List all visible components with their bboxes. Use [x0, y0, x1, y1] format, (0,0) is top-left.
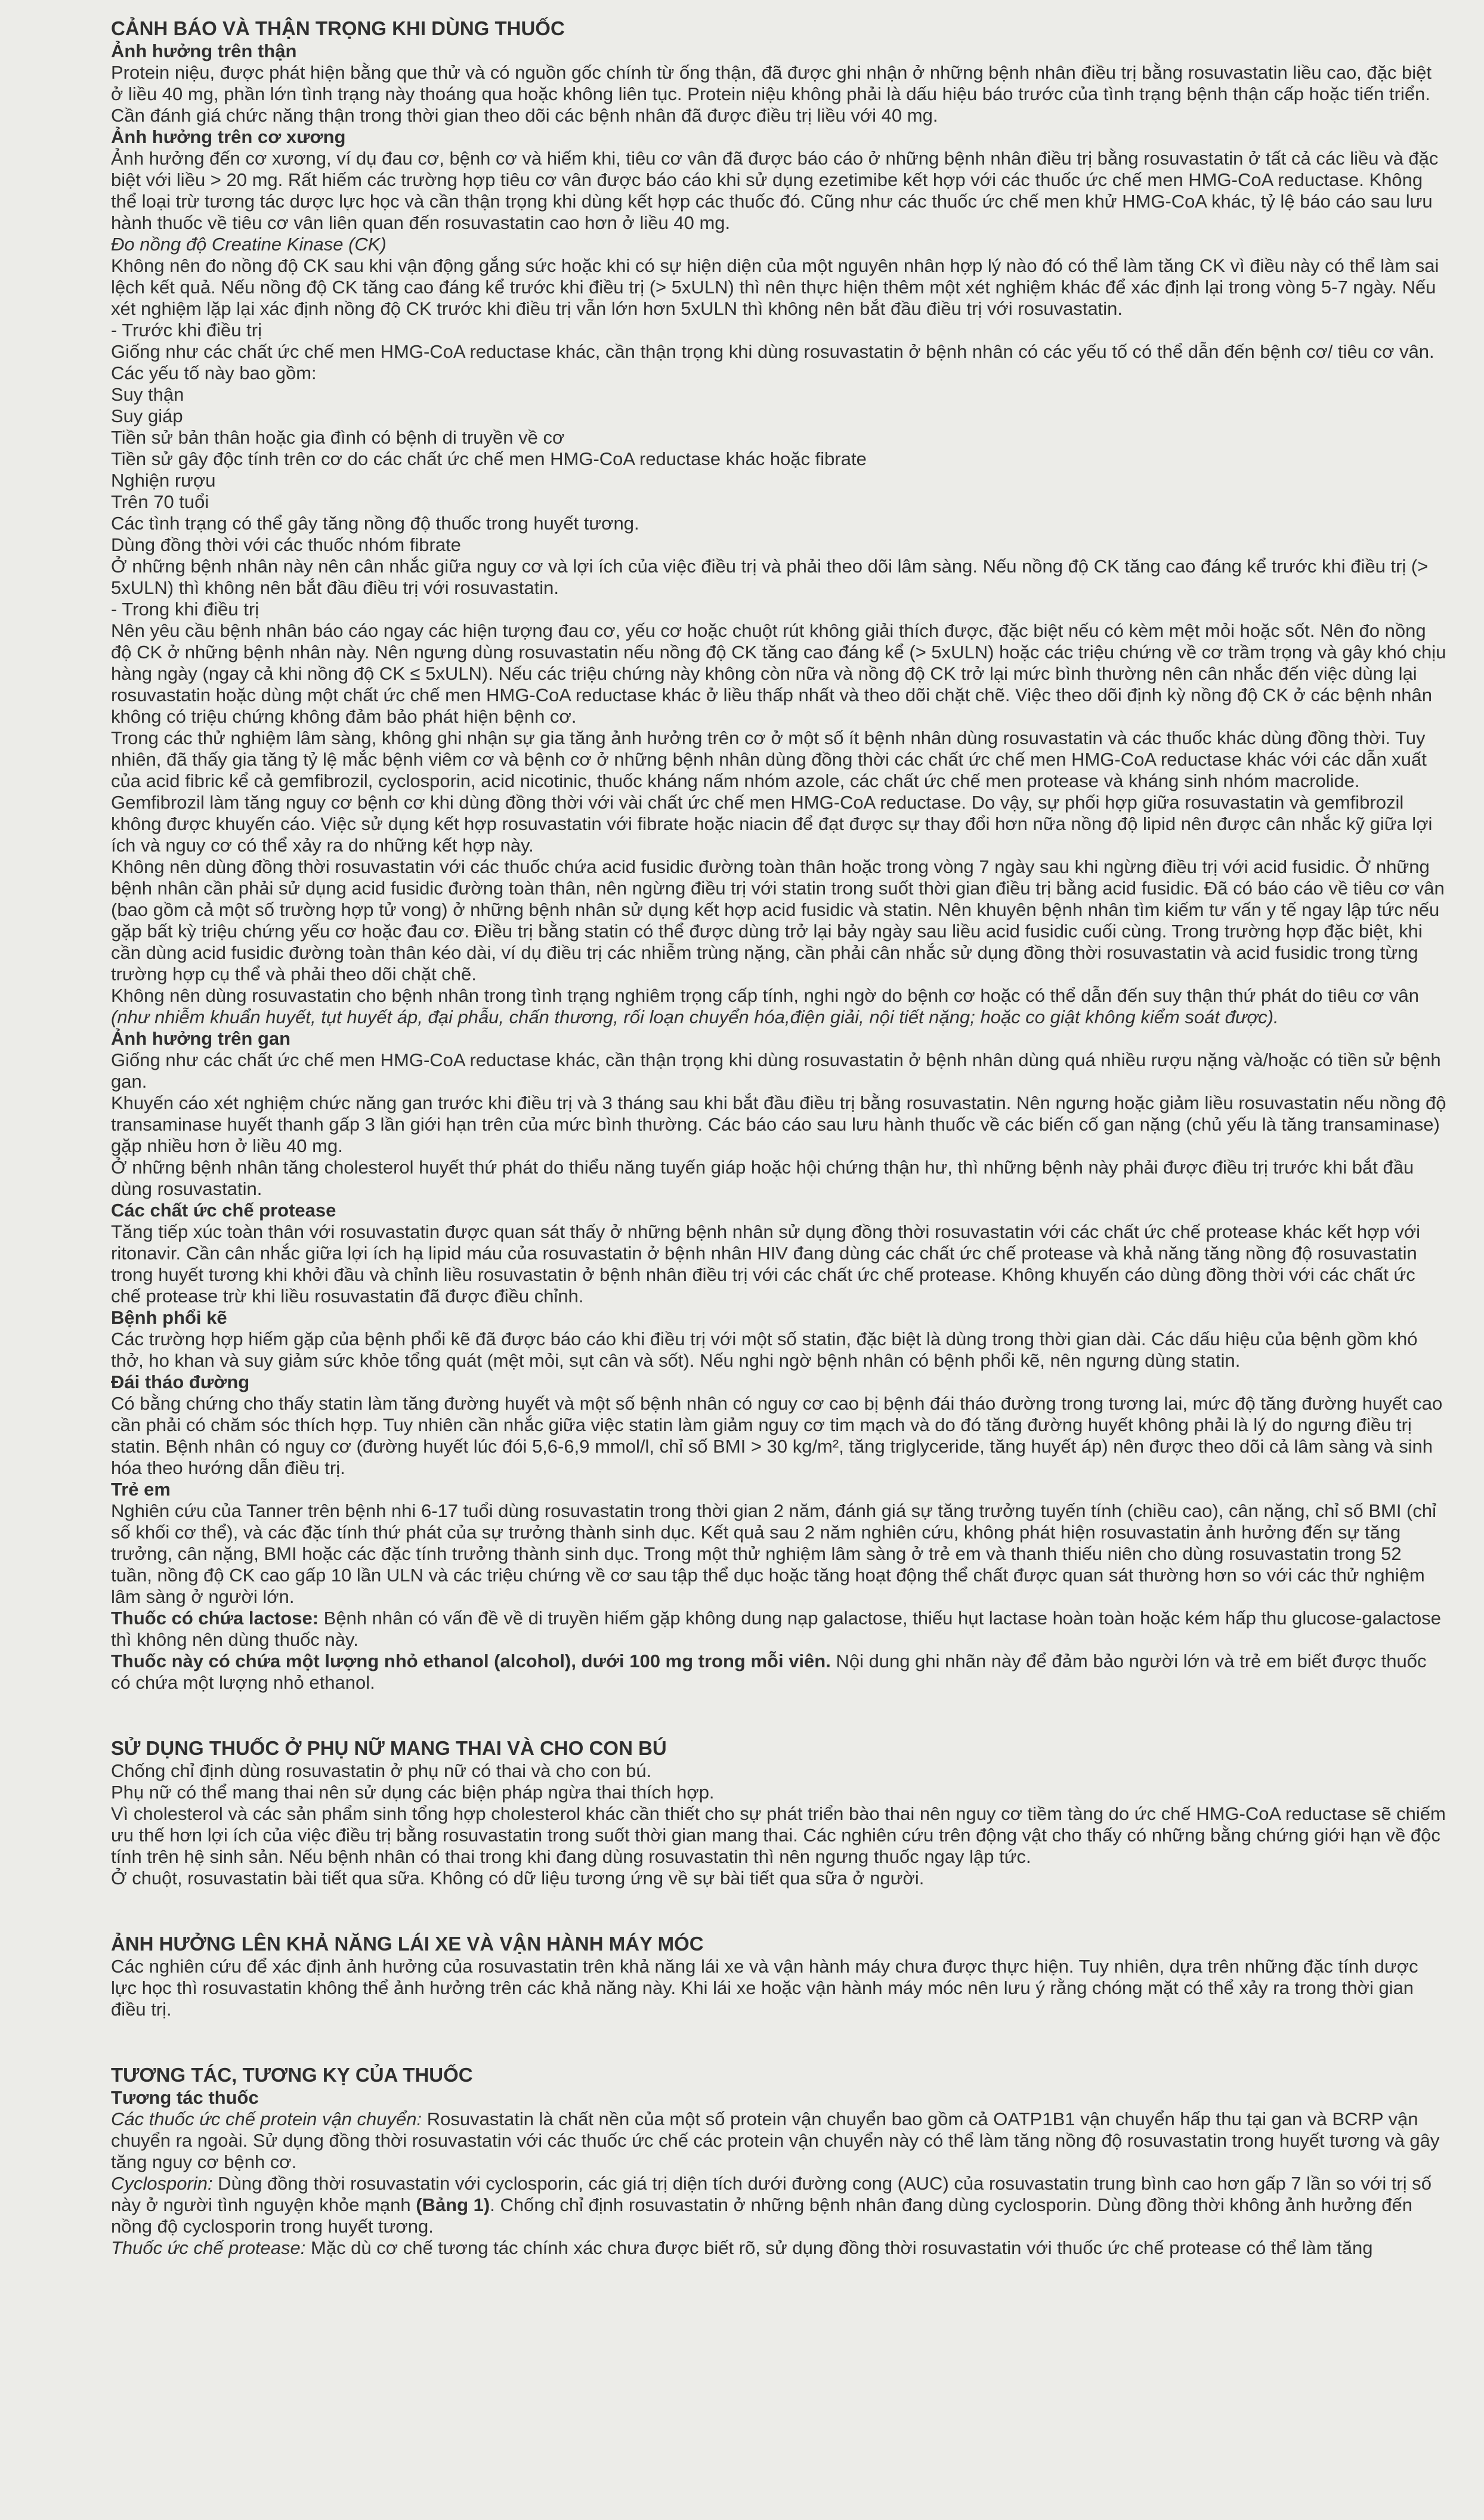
heading-protease: Các chất ức chế protease: [111, 1200, 336, 1221]
paragraph-ild: Các trường hợp hiếm gặp của bệnh phổi kẽ đã được báo cáo khi điều trị với một số statin, đặc biệt là dùng trong thời gian dài. Các dấu hiệu của bệnh gồm khó thở, ho khan và suy giảm sức khỏe tổng quát (mệt mỏi, sụt cân và sốt). Nếu nghi ngờ bệnh nhân có bệnh phổi kẽ, nên ngưng dùng statin.: [111, 1329, 1418, 1371]
heading-liver: Ảnh hưởng trên gan: [111, 1028, 291, 1049]
section-spacer: [111, 1889, 1447, 1932]
paragraph-during-4-italic: (như nhiễm khuẩn huyết, tụt huyết áp, đại phẫu, chấn thương, rối loạn chuyển hóa,điện giải, nội tiết nặng; hoặc co giật không kiểm soát được).: [111, 1007, 1279, 1027]
ethanol-label: Thuốc này có chứa một lượng nhỏ ethanol (alcohol), dưới 100 mg trong mỗi viên.: [111, 1651, 831, 1671]
paragraph-cyclosporin: [111, 2173, 1447, 2237]
ethanol-text: Nội dung ghi nhãn này để đảm bảo người lớn và trẻ em biết được thuốc có chứa một lượng nhỏ ethanol.: [111, 1651, 1427, 1693]
risk-factor: Suy giáp: [111, 405, 183, 426]
protease-inhibitor-label: Thuốc ức chế protease:: [111, 2237, 306, 2258]
paragraph-before-treatment-2: Ở những bệnh nhân này nên cân nhắc giữa nguy cơ và lợi ích của việc điều trị và phải theo dõi lâm sàng. Nếu nồng độ CK tăng cao đáng kể trước khi điều trị (> 5xULN) thì không nên bắt đầu điều trị với rosuvastatin.: [111, 556, 1429, 598]
section-spacer: [111, 1694, 1447, 1736]
paragraph-liver-2: Khuyến cáo xét nghiệm chức năng gan trước khi điều trị và 3 tháng sau khi bắt đầu điều trị bằng rosuvastatin. Nên ngưng hoặc giảm liều rosuvastatin nếu nồng độ transaminase huyết thanh gấp 3 lần giới hạn trên của mức bình thường. Các báo cáo sau lưu hành thuốc về các biến cố gan nặng (chủ yếu là tăng transaminase) gặp nhiều hơn ở liều 40 mg.: [111, 1092, 1446, 1156]
risk-factor: Dùng đồng thời với các thuốc nhóm fibrate: [111, 534, 461, 555]
transporter-label: Các thuốc ức chế protein vận chuyển:: [111, 2109, 422, 2129]
paragraph-musculoskeletal: Ảnh hưởng đến cơ xương, ví dụ đau cơ, bệnh cơ và hiếm khi, tiêu cơ vân đã được báo cáo ở những bệnh nhân điều trị bằng rosuvastatin ở tất cả các liều và đặc biệt với liều > 20 mg. Rất hiếm các trường hợp tiêu cơ vân được báo cáo khi sử dụng ezetimibe kết hợp với các thuốc ức chế men HMG-CoA reductase. Không thể loại trừ tương tác dược lực học và cần thận trọng khi dùng kết hợp các thuốc đó. Cũng như các thuốc ức chế men khử HMG-CoA khác, tỷ lệ báo cáo sau lưu hành thuốc về tiêu cơ vân liên quan đến rosuvastatin cao hơn ở liều 40 mg.: [111, 148, 1439, 233]
paragraph-kidney: Protein niệu, được phát hiện bằng que thử và có nguồn gốc chính từ ống thận, đã được ghi nhận ở những bệnh nhân điều trị bằng rosuvastatin liều cao, đặc biệt ở liều 40 mg, phần lớn tình trạng này thoáng qua hoặc không liên tục. Protein niệu không phải là dấu hiệu báo trước của tình trạng bệnh thận cấp hoặc tiến triển. Cần đánh giá chức năng thận trong thời gian theo dõi các bệnh nhân đã được điều trị liều với 40 mg.: [111, 62, 1432, 126]
paragraph-during-1: Nên yêu cầu bệnh nhân báo cáo ngay các hiện tượng đau cơ, yếu cơ hoặc chuột rút không giải thích được, đặc biệt nếu có kèm mệt mỏi hoặc sốt. Nên đo nồng độ CK ở những bệnh nhân này. Nên ngưng dùng rosuvastatin nếu nồng độ CK tăng cao đáng kể (> 5xULN) hoặc các triệu chứng về cơ trầm trọng và gây khó chịu hàng ngày (ngay cả khi nồng độ CK ≤ 5xULN). Nếu các triệu chứng này không còn nữa và nồng độ CK trở lại mức bình thường nên cân nhắc đến việc dùng lại rosuvastatin hoặc dùng một chất ức chế men HMG-CoA reductase khác ở liều thấp nhất và theo dõi chặt chẽ. Việc theo dõi định kỳ nồng độ CK ở các bệnh nhân không có triệu chứng không đảm bảo phát hiện bệnh cơ.: [111, 620, 1446, 727]
label-before-treatment: - Trước khi điều trị: [111, 320, 262, 340]
risk-factor: Các tình trạng có thể gây tăng nồng độ thuốc trong huyết tương.: [111, 513, 639, 534]
paragraph-ck: Không nên đo nồng độ CK sau khi vận động gắng sức hoặc khi có sự hiện diện của một nguyên nhân hợp lý nào đó có thể làm tăng CK vì điều này có thể làm sai lệch kết quả. Nếu nồng độ CK tăng cao đáng kể trước khi điều trị (> 5xULN) thì nên thực hiện thêm một xét nghiệm khác để xác định lại trong vòng 5-7 ngày. Nếu xét nghiệm lặp lại xác định nồng độ CK trước khi điều trị vẫn lớn hơn 5xULN thì không nên bắt đầu điều trị với rosuvastatin.: [111, 255, 1439, 319]
risk-factor: Trên 70 tuổi: [111, 491, 209, 512]
heading-children: Trẻ em: [111, 1479, 171, 1500]
risk-factor: Tiền sử gây độc tính trên cơ do các chất ức chế men HMG-CoA reductase khác hoặc fibrate: [111, 448, 867, 469]
paragraph-during-4-text: Không nên dùng rosuvastatin cho bệnh nhân trong tình trạng nghiêm trọng cấp tính, nghi ngờ do bệnh cơ hoặc có thể dẫn đến suy thận thứ phát do tiêu cơ vân: [111, 985, 1420, 1006]
protease-inhibitor-text: Mặc dù cơ chế tương tác chính xác chưa được biết rõ, sử dụng đồng thời rosuvastatin với thuốc ức chế protease có thể làm tăng: [305, 2237, 1373, 2258]
risk-factor: Tiền sử bản thân hoặc gia đình có bệnh di truyền về cơ: [111, 427, 565, 448]
paragraph-children: Nghiên cứu của Tanner trên bệnh nhi 6-17 tuổi dùng rosuvastatin trong thời gian 2 năm, đánh giá sự tăng trưởng tuyến tính (chiều cao), cân nặng, chỉ số BMI (chỉ số khối cơ thể), và các đặc tính thứ phát của sự trưởng thành sinh dục. Kết quả sau 2 năm nghiên cứu, không phát hiện rosuvastatin ảnh hưởng đến sự tăng trưởng, cân nặng, BMI hoặc các đặc tính trưởng thành sinh dục. Trong một thử nghiệm lâm sàng ở trẻ em và thanh thiếu niên cho dùng rosuvastatin trong 52 tuần, nồng độ CK cao gấp 10 lần ULN và các triệu chứng về cơ sau tập thể dục hoặc tăng hoạt động thể chất được quan sát thường hơn so với các thử nghiệm lâm sàng ở người lớn.: [111, 1500, 1436, 1607]
cyclosporin-text-2: . Chống chỉ định rosuvastatin ở những bệnh nhân đang dùng cyclosporin. Dùng đồng thời không ảnh hưởng đến nồng độ cyclosporin trong huyết tương.: [111, 2194, 1413, 2237]
paragraph-protease-inhibitor: [111, 2237, 1447, 2259]
paragraph-pregnancy-1: Chống chỉ định dùng rosuvastatin ở phụ nữ có thai và cho con bú.: [111, 1760, 652, 1781]
section-title-driving: ẢNH HƯỞNG LÊN KHẢ NĂNG LÁI XE VÀ VẬN HÀNH MÁY MÓC: [111, 1933, 704, 1955]
cyclosporin-text: Dùng đồng thời rosuvastatin với cyclosporin, các giá trị diện tích dưới đường cong (AUC) của rosuvastatin trung bình cao hơn gấp 7 lần so với trị số này ở người tình nguyện khỏe mạnh: [111, 2173, 1432, 2215]
section-title-warnings: CẢNH BÁO VÀ THẬN TRỌNG KHI DÙNG THUỐC: [111, 17, 565, 39]
cyclosporin-label: Cyclosporin:: [111, 2173, 213, 2194]
section-spacer: [111, 2020, 1447, 2063]
paragraph-before-treatment: Giống như các chất ức chế men HMG-CoA reductase khác, cần thận trọng khi dùng rosuvastatin ở bệnh nhân có các yếu tố có thể dẫn đến bệnh cơ/ tiêu cơ vân. Các yếu tố này bao gồm:: [111, 341, 1434, 383]
risk-factor: Nghiện rượu: [111, 470, 216, 491]
paragraph-pregnancy-4: Ở chuột, rosuvastatin bài tiết qua sữa. Không có dữ liệu tương ứng về sự bài tiết qua sữa ở người.: [111, 1868, 925, 1889]
paragraph-lactose: [111, 1608, 1447, 1651]
section-title-interactions: TƯƠNG TÁC, TƯƠNG KỴ CỦA THUỐC: [111, 2064, 473, 2086]
risk-factor: Suy thận: [111, 384, 184, 405]
section-title-pregnancy: SỬ DỤNG THUỐC Ở PHỤ NỮ MANG THAI VÀ CHO CON BÚ: [111, 1737, 667, 1759]
heading-drug-interactions: Tương tác thuốc: [111, 2087, 259, 2108]
paragraph-protease: Tăng tiếp xúc toàn thân với rosuvastatin được quan sát thấy ở những bệnh nhân sử dụng đồng thời rosuvastatin với các chất ức chế protease khác kết hợp với ritonavir. Cần cân nhắc giữa lợi ích hạ lipid máu của rosuvastatin ở bệnh nhân HIV đang dùng các chất ức chế protease và khả năng tăng nồng độ rosuvastatin trong huyết tương khi khởi đầu và chỉnh liều rosuvastatin ở bệnh nhân điều trị với các chất ức chế protease. Không khuyến cáo dùng đồng thời với các chất ức chế protease trừ khi liều rosuvastatin đã được điều chỉnh.: [111, 1221, 1421, 1307]
paragraph-diabetes: Có bằng chứng cho thấy statin làm tăng đường huyết và một số bệnh nhân có nguy cơ cao bị bệnh đái tháo đường trong tương lai, mức độ tăng đường huyết cao cần phải có chăm sóc thích hợp. Tuy nhiên cần nhắc giữa việc statin làm giảm nguy cơ tim mạch và do đó tăng đường huyết không phải là lý do ngưng điều trị statin. Bệnh nhân có nguy cơ (đường huyết lúc đói 5,6-6,9 mmol/l, chỉ số BMI > 30 kg/m², tăng triglyceride, tăng huyết áp) nên được theo dõi cả lâm sàng và sinh hóa theo hướng dẫn điều trị.: [111, 1393, 1443, 1478]
paragraph-during-4: [111, 985, 1447, 1028]
transporter-text: Rosuvastatin là chất nền của một số protein vận chuyển bao gồm cả OATP1B1 vận chuyển hấp thu tại gan và BCRP vận chuyển ra ngoài. Sử dụng đồng thời rosuvastatin với các thuốc ức chế các protein vận chuyển này có thể làm tăng nồng độ rosuvastatin trong huyết tương và gây tăng nguy cơ bệnh cơ.: [111, 2109, 1440, 2172]
paragraph-driving: Các nghiên cứu để xác định ảnh hưởng của rosuvastatin trên khả năng lái xe và vận hành máy chưa được thực hiện. Tuy nhiên, dựa trên những đặc tính dược lực học thì rosuvastatin không thể ảnh hưởng trên các khả năng này. Khi lái xe hoặc vận hành máy móc nên lưu ý rằng chóng mặt có thể xảy ra trong thời gian điều trị.: [111, 1956, 1418, 2020]
heading-ild: Bệnh phổi kẽ: [111, 1307, 227, 1328]
table-reference: (Bảng 1): [416, 2194, 490, 2215]
heading-ck: Đo nồng độ Creatine Kinase (CK): [111, 234, 387, 255]
lactose-label: Thuốc có chứa lactose:: [111, 1608, 319, 1629]
paragraph-pregnancy-3: Vì cholesterol và các sản phẩm sinh tổng hợp cholesterol khác cần thiết cho sự phát triển bào thai nên nguy cơ tiềm tàng do ức chế HMG-CoA reductase sẽ chiếm ưu thế hơn lợi ích của việc điều trị bằng rosuvastatin trong suốt thời gian mang thai. Các nghiên cứu trên động vật cho thấy có những bằng chứng giới hạn về độc tính trên hệ sinh sản. Nếu bệnh nhân có thai trong khi đang dùng rosuvastatin thì nên ngưng thuốc ngay lập tức.: [111, 1803, 1446, 1867]
lactose-text: Bệnh nhân có vấn đề về di truyền hiếm gặp không dung nạp galactose, thiếu hụt lactase hoàn toàn hoặc kém hấp thu glucose-galactose thì không nên dùng thuốc này.: [111, 1608, 1442, 1650]
paragraph-ethanol: [111, 1651, 1447, 1694]
paragraph-pregnancy-2: Phụ nữ có thể mang thai nên sử dụng các biện pháp ngừa thai thích hợp.: [111, 1782, 715, 1803]
heading-musculoskeletal: Ảnh hưởng trên cơ xương: [111, 126, 346, 147]
heading-diabetes: Đái tháo đường: [111, 1372, 250, 1392]
leaflet-text: [111, 17, 1447, 2259]
paragraph-liver-1: Giống như các chất ức chế men HMG-CoA reductase khác, cần thận trọng khi dùng rosuvastatin ở bệnh nhân dùng quá nhiều rượu nặng và/hoặc có tiền sử bệnh gan.: [111, 1050, 1441, 1092]
paragraph-during-3: Không nên dùng đồng thời rosuvastatin với các thuốc chứa acid fusidic đường toàn thân hoặc trong vòng 7 ngày sau khi ngừng điều trị với acid fusidic. Ở những bệnh nhân cần phải sử dụng acid fusidic đường toàn thân, nên ngừng điều trị với statin trong suốt thời gian điều trị bằng acid fusidic. Đã có báo cáo về tiêu cơ vân (bao gồm cả một số trường hợp tử vong) ở những bệnh nhân sử dụng kết hợp acid fusidic và statin. Nên khuyên bệnh nhân tìm kiếm tư vấn y tế ngay lập tức nếu gặp bất kỳ triệu chứng yếu cơ hoặc đau cơ. Điều trị bằng statin có thể được dùng trở lại bảy ngày sau liều acid fusidic cuối cùng. Trong trường hợp đặc biệt, khi cần dùng acid fusidic đường toàn thân kéo dài, ví dụ điều trị các nhiễm trùng nặng, cần phải cân nhắc sử dụng đồng thời rosuvastatin và acid fusidic trong từng trường hợp cụ thể và phải theo dõi chặt chẽ.: [111, 856, 1445, 985]
label-during-treatment: - Trong khi điều trị: [111, 599, 259, 620]
paragraph-transporter: [111, 2109, 1447, 2173]
heading-kidney: Ảnh hưởng trên thận: [111, 41, 297, 61]
paragraph-liver-3: Ở những bệnh nhân tăng cholesterol huyết thứ phát do thiểu năng tuyến giáp hoặc hội chứng thận hư, thì những bệnh này phải được điều trị trước khi bắt đầu dùng rosuvastatin.: [111, 1157, 1414, 1199]
paragraph-during-2: Trong các thử nghiệm lâm sàng, không ghi nhận sự gia tăng ảnh hưởng trên cơ ở một số ít bệnh nhân dùng rosuvastatin và các thuốc khác dùng đồng thời. Tuy nhiên, đã thấy gia tăng tỷ lệ mắc bệnh viêm cơ và bệnh cơ ở những bệnh nhân dùng đồng thời các chất ức chế men HMG-CoA reductase khác với các dẫn xuất của acid fibric kể cả gemfibrozil, cyclosporin, acid nicotinic, thuốc kháng nấm nhóm azole, các chất ức chế men protease và kháng sinh nhóm macrolide. Gemfibrozil làm tăng nguy cơ bệnh cơ khi dùng đồng thời với vài chất ức chế men HMG-CoA reductase. Do vậy, sự phối hợp giữa rosuvastatin và gemfibrozil không được khuyến cáo. Việc sử dụng kết hợp rosuvastatin với fibrate hoặc niacin để đạt được sự thay đổi hơn nữa nồng độ lipid nên được cân nhắc kỹ giữa lợi ích và nguy cơ có thể xảy ra do những kết hợp này.: [111, 727, 1433, 856]
